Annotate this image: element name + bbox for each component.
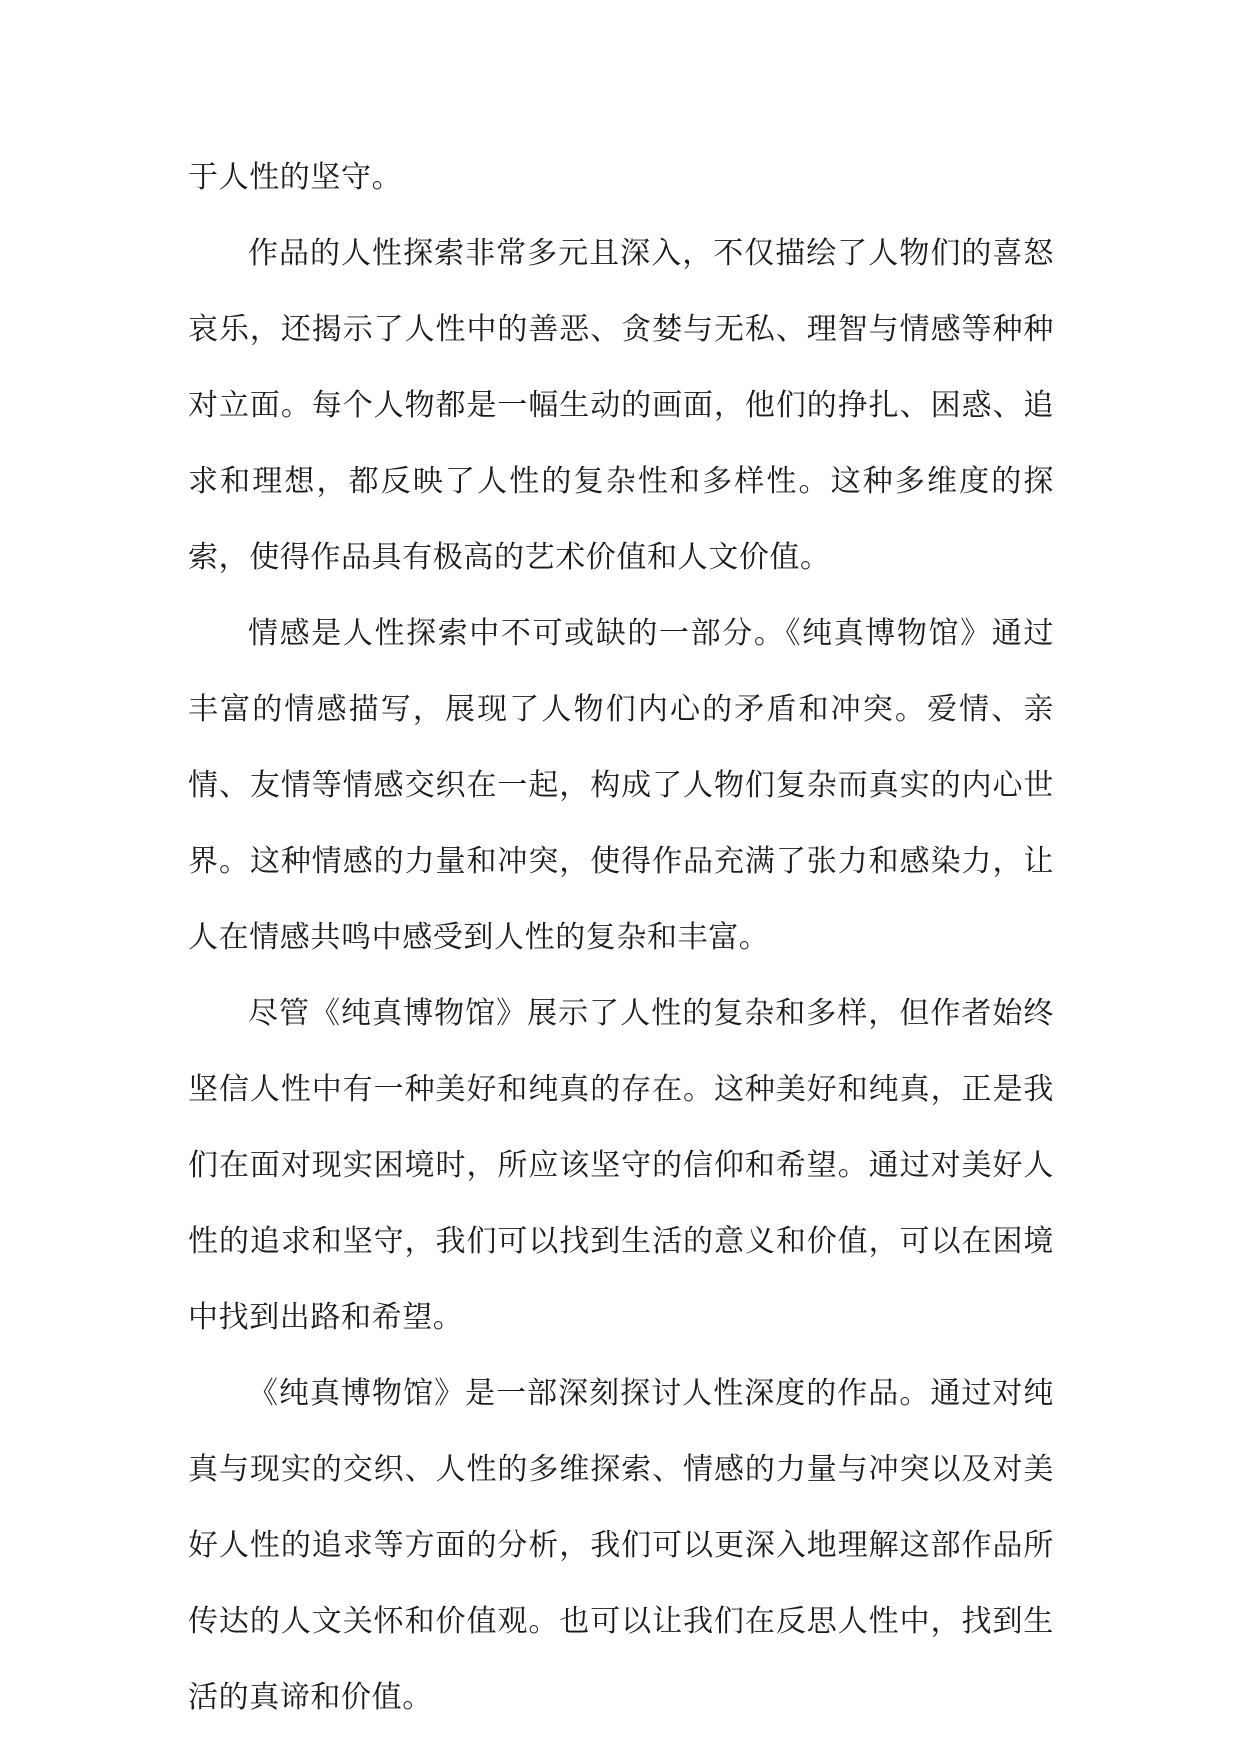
paragraph-1: 于人性的坚守。 — [188, 160, 403, 195]
body-text — [188, 140, 1054, 1736]
paragraph-2: 作品的人性探索非常多元且深入，不仅描绘了人物们的喜怒哀乐，还揭示了人性中的善恶、贪婪与无私、理智与情感等种种对立面。每个人物都是一幅生动的画面，他们的挣扎、困惑、追求和理想，都反映了人性的复杂性和多样性。这种多维度的探索，使得作品具有极高的艺术价值和人文价值。 — [188, 236, 1054, 575]
paragraph-4: 尽管《纯真博物馆》展示了人性的复杂和多样，但作者始终坚信人性中有一种美好和纯真的存在。这种美好和纯真，正是我们在面对现实困境时，所应该坚守的信仰和希望。通过对美好人性的追求和坚守，我们可以找到生活的意义和价值，可以在困境中找到出路和希望。 — [188, 996, 1054, 1335]
paragraph-5: 《纯真博物馆》是一部深刻探讨人性深度的作品。通过对纯真与现实的交织、人性的多维探索、情感的力量与冲突以及对美好人性的追求等方面的分析，我们可以更深入地理解这部作品所传达的人文关怀和价值观。也可以让我们在反思人性中，找到生活的真谛和价值。 — [188, 1376, 1054, 1715]
paragraph-3: 情感是人性探索中不可或缺的一部分。《纯真博物馆》通过丰富的情感描写，展现了人物们内心的矛盾和冲突。爱情、亲情、友情等情感交织在一起，构成了人物们复杂而真实的内心世界。这种情感的力量和冲突，使得作品充满了张力和感染力，让人在情感共鸣中感受到人性的复杂和丰富。 — [188, 616, 1054, 955]
